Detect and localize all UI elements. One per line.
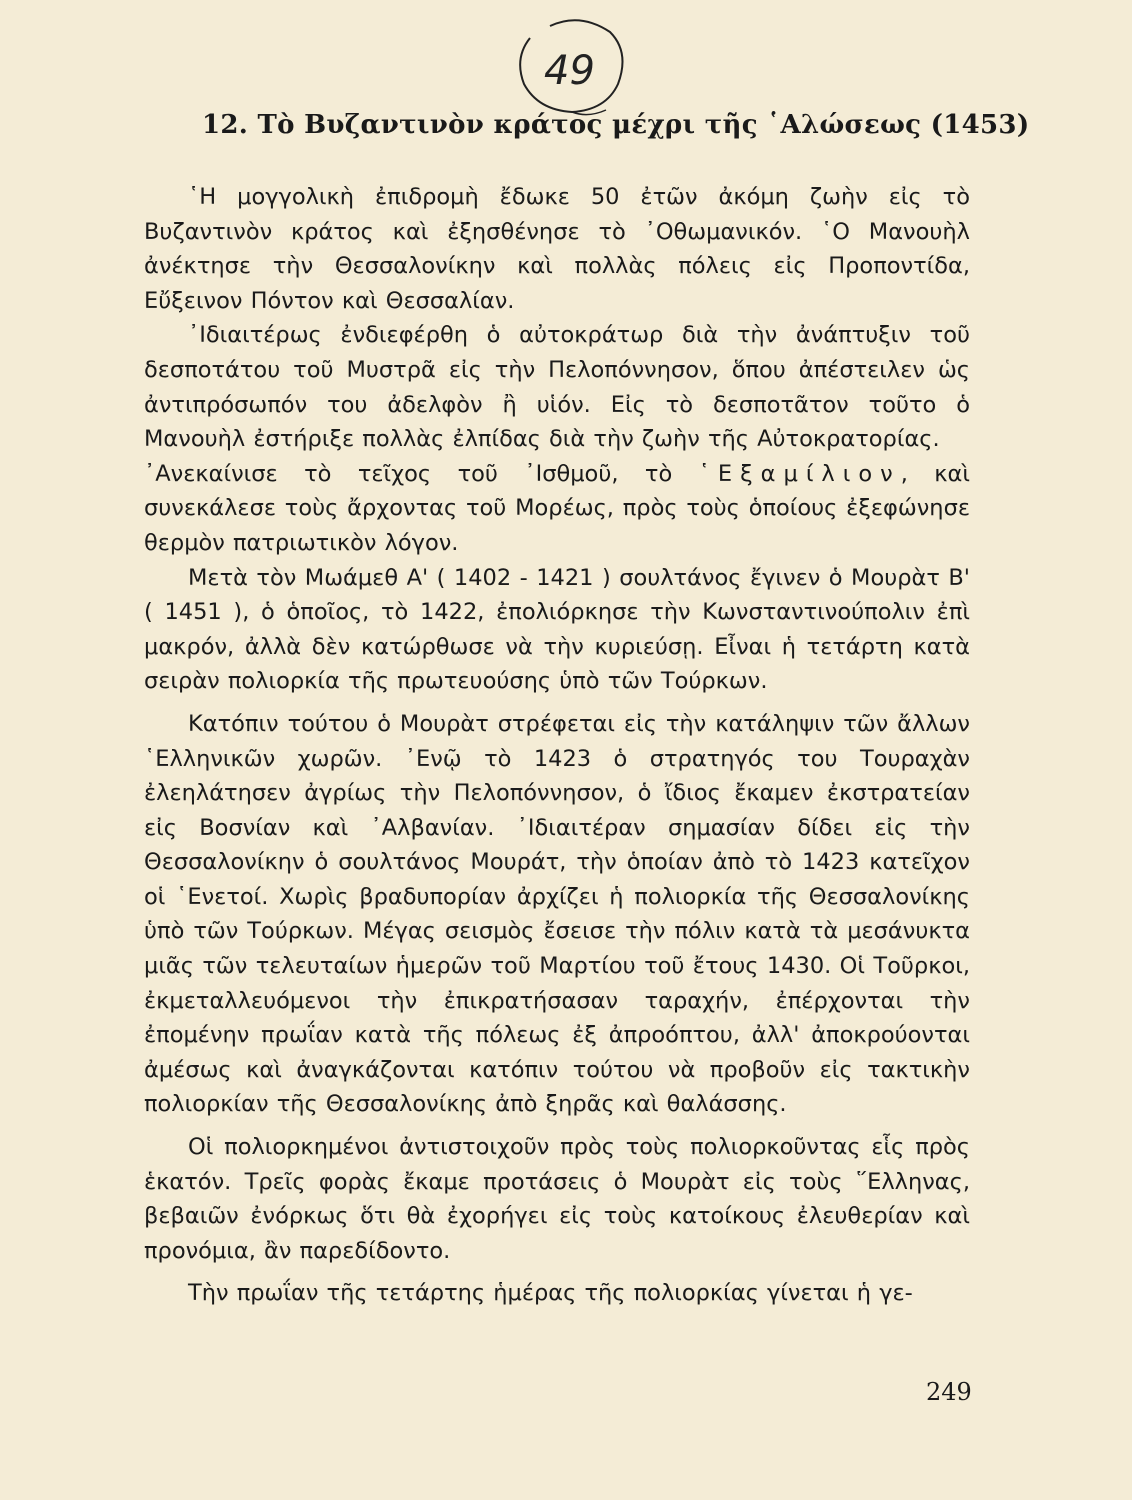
paragraph-text: ᾿Ανεκαίνισε τὸ τεῖχος τοῦ ᾿Ισθμοῦ, τὸ	[144, 460, 699, 487]
paragraph: ῾Η μογγολικὴ ἐπιδρομὴ ἔδωκε 50 ἐτῶν ἀκόμη ζωὴν εἰς τὸ Βυζαντινὸν κράτος καὶ ἐξησθένησε τὸ ᾿Οθωμανικόν. ῾Ο Μανουὴλ ἀνέκτησε τὴν Θεσσαλονίκην καὶ πολλὰς πόλεις εἰς Προποντίδα, Εὔξεινον Πόντον καὶ Θεσσαλίαν.	[144, 184, 970, 314]
paragraph-text: , καὶ συνεκάλεσε τοὺς ἄρχοντας τοῦ Μορέως, πρὸς τοὺς ὁποίους ἐξεφώνησε θερμὸν πατριωτικὸν λόγον.	[144, 460, 970, 556]
paragraph	[144, 457, 970, 561]
paragraph: Τὴν πρωΐαν τῆς τετάρτης ἡμέρας τῆς πολιορκίας γίνεται ἡ γε-	[188, 1280, 913, 1307]
paragraph: Οἱ πολιορκημένοι ἀντιστοιχοῦν πρὸς τοὺς πολιορκοῦντας εἷς πρὸς ἑκατόν. Τρεῖς φορὰς ἔκαμε προτάσεις ὁ Μουρὰτ εἰς τοὺς ῞Ελληνας, βεβαιῶν ἐνόρκως ὅτι θὰ ἐχορήγει εἰς τοὺς κατοίκους ἐλευθερίαν καὶ προνόμια, ἂν παρεδίδοντο.	[144, 1134, 970, 1264]
section-title: 12. Τὸ Βυζαντινὸν κράτος μέχρι τῆς ῾Αλώσεως (1453)	[202, 110, 1030, 140]
body-text	[144, 180, 970, 1311]
paragraph: Κατόπιν τούτου ὁ Μουρὰτ στρέφεται εἰς τὴν κατάληψιν τῶν ἄλλων ῾Ελληνικῶν χωρῶν. ᾿Ενῷ τὸ 1423 ὁ στρατηγός του Τουραχὰν ἐλεηλάτησεν ἀγρίως τὴν Πελοπόννησον, ὁ ἴδιος ἔκαμεν ἐκστρατείαν εἰς Βοσνίαν καὶ ᾿Αλβανίαν. ᾿Ιδιαιτέραν σημασίαν δίδει εἰς τὴν Θεσσαλονίκην ὁ σουλτάνος Μουράτ, τὴν ὁποίαν ἀπὸ τὸ 1423 κατεῖχον οἱ ῾Ενετοί. Χωρὶς βραδυπορίαν ἀρχίζει ἡ πολιορκία τῆς Θεσσαλονίκης ὑπὸ τῶν Τούρκων. Μέγας σεισμὸς ἔσεισε τὴν πόλιν κατὰ τὰ μεσάνυκτα μιᾶς τῶν τελευταίων ἡμερῶν τοῦ Μαρτίου τοῦ ἔτους 1430. Οἱ Τοῦρκοι, ἐκμεταλλευόμενοι τὴν ἐπικρατήσασαν ταραχήν, ἐπέρχονται τὴν ἐπομένην πρωΐαν κατὰ τῆς πόλεως ἐξ ἀπροόπτου, ἀλλ' ἀποκρούονται ἀμέσως καὶ ἀναγκάζονται κατόπιν τούτου νὰ προβοῦν εἰς τακτικὴν πολιορκίαν τῆς Θεσσαλονίκης ἀπὸ ξηρᾶς καὶ θαλάσσης.	[144, 710, 970, 1118]
page-number: 249	[926, 1378, 972, 1406]
paragraph: Μετὰ τὸν Μωάμεθ Α' ( 1402 - 1421 ) σουλτάνος ἔγινεν ὁ Μουρὰτ Β' ( 1451 ), ὁ ὁποῖος, τὸ 1422, ἐπολιόρκησε τὴν Κωνσταντινούπολιν ἐπὶ μακρόν, ἀλλὰ δὲν κατώρθωσε νὰ τὴν κυριεύσῃ. Εἶναι ἡ τετάρτη κατὰ σειρὰν πολιορκία τῆς πρωτευούσης ὑπὸ τῶν Τούρκων.	[144, 564, 970, 695]
spaced-term: ῾Εξαμίλιον	[698, 460, 901, 487]
stamp-number: 49	[544, 48, 595, 94]
page-number-stamp	[510, 18, 634, 122]
paragraph: ᾿Ιδιαιτέρως ἐνδιεφέρθη ὁ αὐτοκράτωρ διὰ τὴν ἀνάπτυξιν τοῦ δεσποτάτου τοῦ Μυστρᾶ εἰς τὴν Πελοπόννησον, ὅπου ἀπέστειλεν ὡς ἀντιπρόσωπόν του ἀδελφὸν ἢ υἱόν. Εἰς τὸ δεσποτᾶτον τοῦτο ὁ Μανουὴλ ἐστήριξε πολλὰς ἐλπίδας διὰ τὴν ζωὴν τῆς Αὐτοκρατορίας.	[144, 322, 970, 453]
